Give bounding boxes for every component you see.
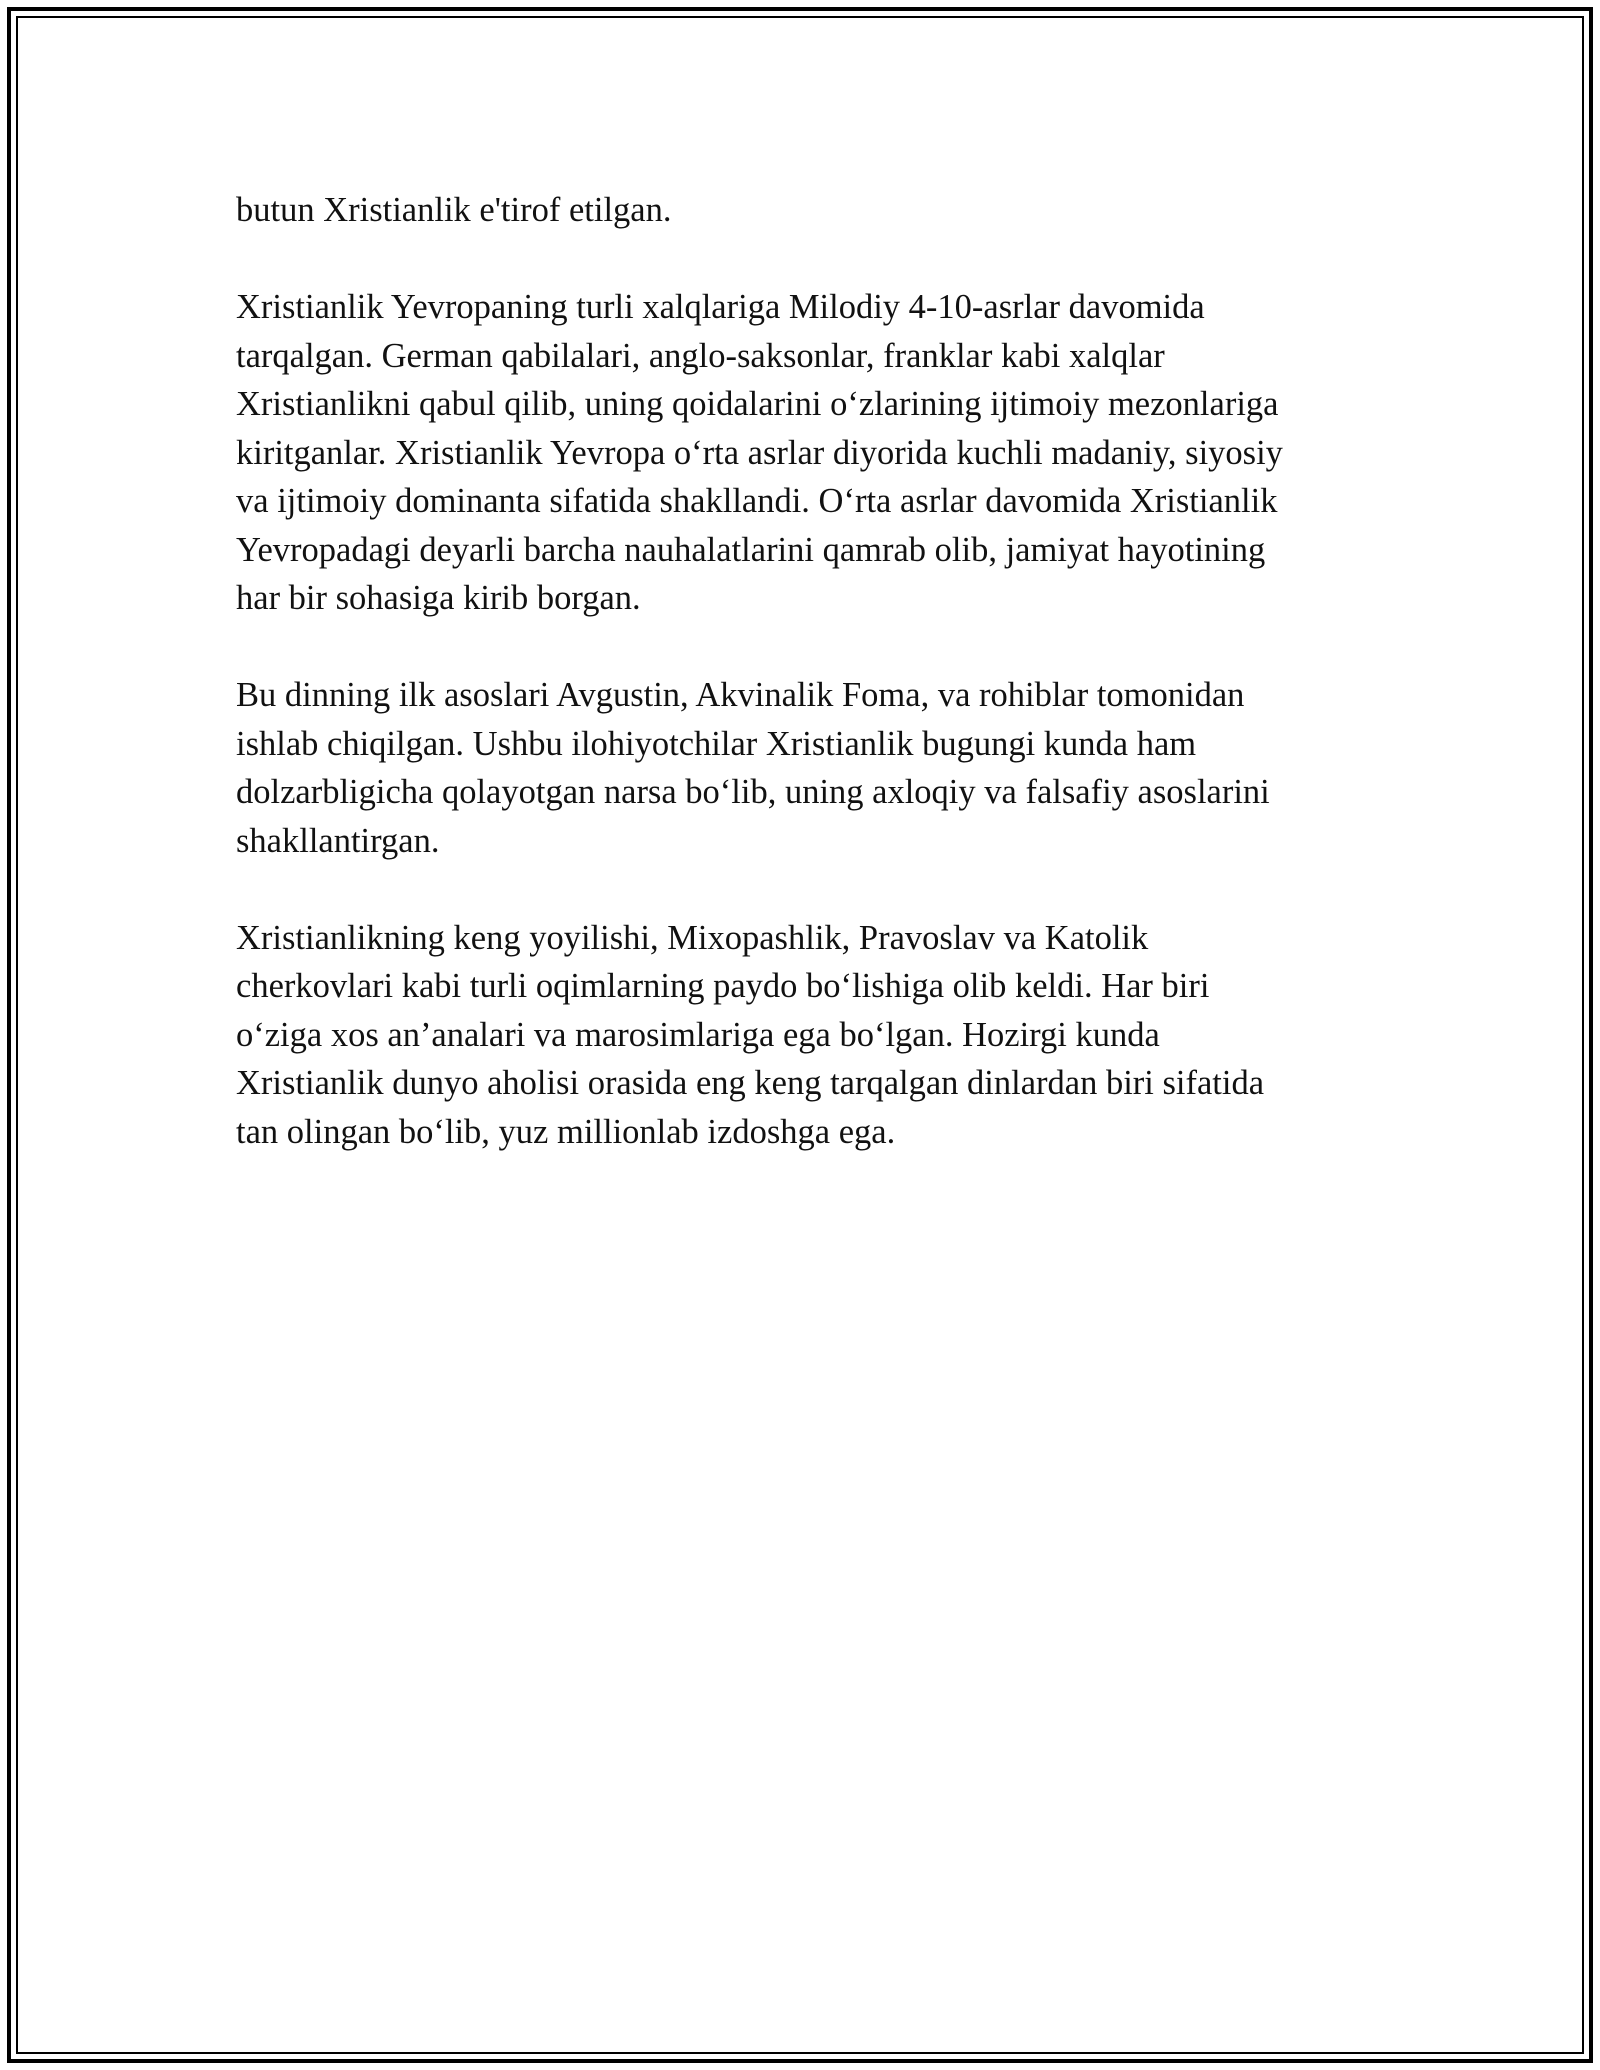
paragraph-2: Xristianlik Yevropaning turli xalqlariga Milodiy 4-10-asrlar davomida tarqalgan. German qabilalari, anglo-saksonlar, franklar kabi xalqlar Xristianlikni qabul qilib, uning qoidalarini o‘zlarining ijtimoiy mezonlariga kiritganlar. Xristianlik Yevropa o‘rta asrlar diyorida kuchli madaniy, siyosiy va ijtimoiy dominanta sifatida shakllandi. O‘rta asrlar davomida Xristianlik Yevropadagi deyarli barcha nauhalatlarini qamrab olib, jamiyat hayotining har bir sohasiga kirib borgan. (236, 288, 1283, 617)
paragraph-3: Bu dinning ilk asoslari Avgustin, Akvinalik Foma, va rohiblar tomonidan ishlab chiqilgan. Ushbu ilohiyotchilar Xristianlik bugungi kunda ham dolzarbligicha qolayotgan narsa bo‘lib, uning axloqiy va falsafiy asoslarini shakllantirgan. (236, 676, 1270, 860)
paragraph-4: Xristianlikning keng yoyilishi, Mixopashlik, Pravoslav va Katolik cherkovlari kabi turli oqimlarning paydo bo‘lishiga olib keldi. Har biri o‘ziga xos an’analari va marosimlariga ega bo‘lgan. Hozirgi kunda Xristianlik dunyo aholisi orasida eng keng tarqalgan dinlardan biri sifatida tan olingan bo‘lib, yuz millionlab izdoshga ega. (236, 918, 1265, 1151)
paragraph-1: butun Xristianlik e'tirof etilgan. (236, 191, 672, 229)
document-body (236, 186, 1376, 1205)
